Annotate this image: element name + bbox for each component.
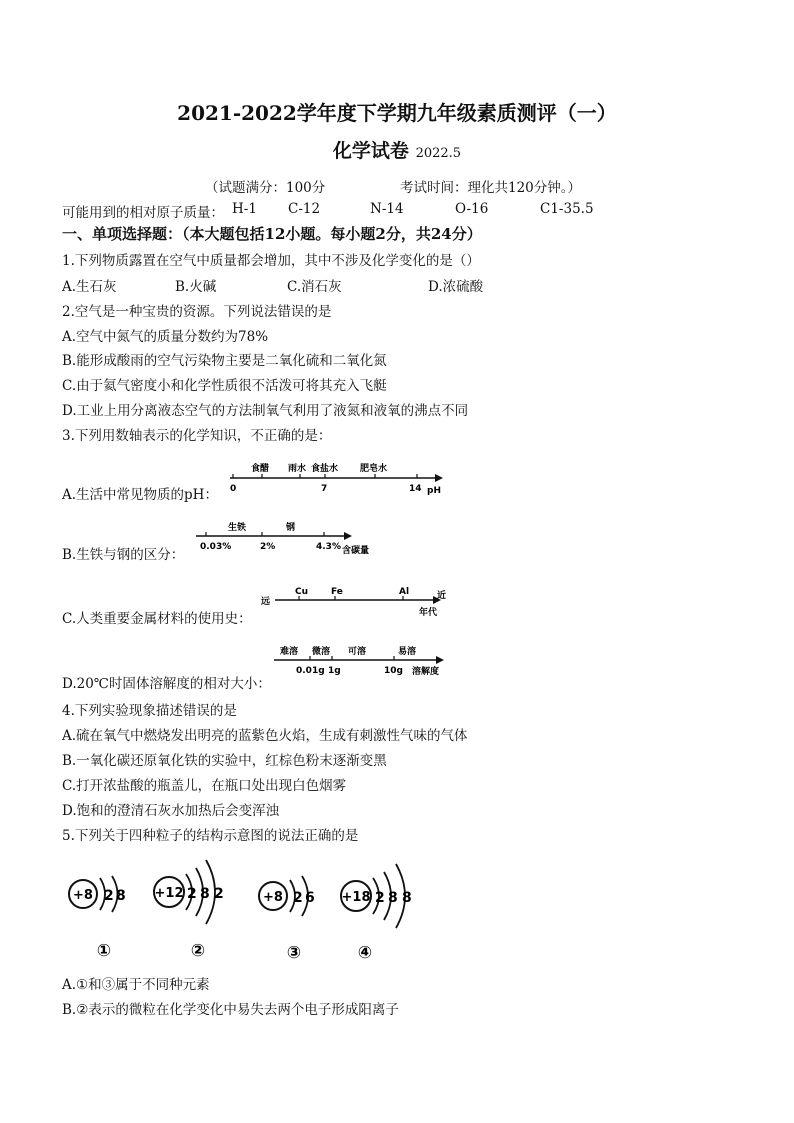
ph-axis-unit: pH [427, 486, 441, 496]
carbon-axis-unit: 含碳量 [342, 546, 370, 556]
particle-3-shell-2: 6 [305, 890, 315, 906]
ph-tick-14: 14 [409, 484, 422, 494]
particle-2-number: ② [190, 941, 206, 961]
question-2-option-c: C.由于氦气密度小和化学性质很不活泼可将其充入飞艇 [62, 378, 387, 394]
question-3-option-b-label: B.生铁与钢的区分： [62, 547, 185, 563]
time-info: 考试时间：理化共120分钟。） [400, 180, 582, 196]
carbon-content-number-line [192, 518, 392, 558]
question-4-option-a: A.硫在氧气中燃烧发出明亮的蓝紫色火焰，生成有刺激性气味的气体 [62, 728, 468, 744]
particle-4-nucleus: +18 [341, 890, 371, 905]
particle-2-diagram [154, 860, 224, 961]
particle-3-number: ③ [286, 943, 302, 963]
question-2-stem: 2.空气是一种宝贵的资源。下列说法错误的是 [62, 304, 332, 320]
ph-label-rainwater: 雨水 [288, 464, 307, 474]
particle-4-shell-1: 2 [375, 890, 385, 906]
question-4-stem: 4.下列实验现象描述错误的是 [62, 703, 237, 719]
history-label-al: Al [399, 587, 410, 597]
particle-structure-diagrams [60, 848, 440, 968]
history-right-near: 近 [437, 591, 447, 601]
exam-title: 2021-2022学年度下学期九年级素质测评（一） [177, 101, 617, 125]
exam-subject [0, 136, 794, 163]
particle-3-diagram [259, 876, 315, 963]
atomic-mass-label: 可能用到的相对原子质量： [62, 205, 224, 221]
particle-1-shell-1: 2 [104, 888, 114, 904]
subject-name: 化学试卷 [332, 140, 409, 162]
atomic-mass-n: N-14 [370, 201, 404, 217]
ph-tick-0: 0 [230, 484, 237, 494]
history-axis-unit: 年代 [419, 608, 438, 618]
solubility-number-line [268, 642, 458, 682]
carbon-label-steel: 钢 [286, 523, 296, 533]
question-3-option-a-label: A.生活中常见物质的pH： [62, 487, 218, 503]
question-5-stem: 5.下列关于四种粒子的结构示意图的说法正确的是 [62, 828, 359, 844]
particle-2-nucleus: +12 [154, 886, 184, 901]
question-1-option-d: D.浓硫酸 [428, 279, 484, 295]
history-left-far: 远 [261, 597, 271, 607]
particle-3-nucleus: +8 [263, 890, 283, 905]
particle-2-shell-3: 2 [214, 886, 224, 902]
exam-date: 2022.5 [415, 146, 462, 161]
question-4-option-b: B.一氧化碳还原氧化铁的实验中，红棕色粉末逐渐变黑 [62, 753, 387, 769]
question-3-stem: 3.下列用数轴表示的化学知识，不正确的是： [62, 428, 332, 444]
ph-label-vinegar: 食醋 [251, 464, 270, 474]
question-3-option-c-label: C.人类重要金属材料的使用史： [62, 611, 252, 627]
particle-1-number: ① [96, 941, 112, 961]
metal-history-number-line [255, 582, 460, 622]
ph-number-line [225, 460, 450, 498]
atomic-mass-h: H-1 [232, 201, 257, 217]
solubility-axis-unit: 溶解度 [412, 667, 440, 677]
question-5-option-b: B.②表示的微粒在化学变化中易失去两个电子形成阳离子 [62, 1002, 399, 1018]
particle-4-number: ④ [357, 943, 373, 963]
question-1-option-b: B.火碱 [175, 279, 217, 295]
score-info: （试题满分：100分 [205, 180, 326, 196]
solubility-label-slightly: 微溶 [312, 647, 331, 657]
ph-label-saltwater: 食盐水 [311, 464, 339, 474]
particle-1-shell-2: 8 [116, 888, 126, 904]
question-2-option-a: A.空气中氮气的质量分数约为78% [62, 329, 269, 345]
atomic-mass-cl: C1-35.5 [540, 201, 594, 217]
question-1-option-c: C.消石灰 [287, 279, 342, 295]
section-heading: 一、单项选择题：（本大题包括12小题。每小题2分，共24分） [62, 225, 482, 243]
question-4-option-d: D.饱和的澄清石灰水加热后会变浑浊 [62, 803, 280, 819]
history-label-fe: Fe [331, 587, 343, 597]
question-4-option-c: C.打开浓盐酸的瓶盖儿，在瓶口处出现白色烟雾 [62, 778, 347, 794]
particle-4-diagram [341, 864, 412, 963]
question-5-option-a: A.①和③属于不同种元素 [62, 977, 210, 993]
particle-2-shell-2: 8 [200, 886, 210, 902]
particle-3-shell-1: 2 [293, 890, 303, 906]
question-1-stem: 1.下列物质露置在空气中质量都会增加，其中不涉及化学变化的是（） [62, 253, 480, 269]
ph-label-soapwater: 肥皂水 [360, 464, 388, 474]
carbon-tick-2: 2% [260, 542, 276, 552]
solubility-tick-1g: 1g [328, 666, 341, 676]
solubility-label-readily: 易溶 [398, 647, 417, 657]
particle-1-nucleus: +8 [73, 888, 93, 903]
question-2-option-b: B.能形成酸雨的空气污染物主要是二氧化硫和二氧化氮 [62, 353, 387, 369]
solubility-tick-10g: 10g [384, 666, 403, 676]
atomic-mass-c: C-12 [288, 201, 321, 217]
particle-2-shell-1: 2 [187, 886, 197, 902]
solubility-label-soluble: 可溶 [348, 647, 367, 657]
ph-tick-7: 7 [321, 484, 328, 494]
solubility-label-insoluble: 难溶 [280, 647, 299, 657]
particle-4-shell-2: 8 [388, 890, 398, 906]
question-3-option-d-label: D.20℃时固体溶解度的相对大小： [62, 676, 271, 692]
carbon-tick-4-3: 4.3% [316, 542, 341, 552]
history-label-cu: Cu [295, 587, 309, 597]
particle-4-shell-3: 8 [402, 890, 412, 906]
carbon-tick-0-03: 0.03% [200, 542, 232, 552]
carbon-label-pig-iron: 生铁 [228, 523, 247, 533]
question-2-option-d: D.工业上用分离液态空气的方法制氧气利用了液氮和液氧的沸点不同 [62, 403, 469, 419]
atomic-mass-o: O-16 [455, 201, 489, 217]
solubility-tick-0-01g: 0.01g [296, 666, 325, 676]
particle-1-diagram [69, 876, 126, 961]
question-1-option-a: A.生石灰 [62, 279, 117, 295]
